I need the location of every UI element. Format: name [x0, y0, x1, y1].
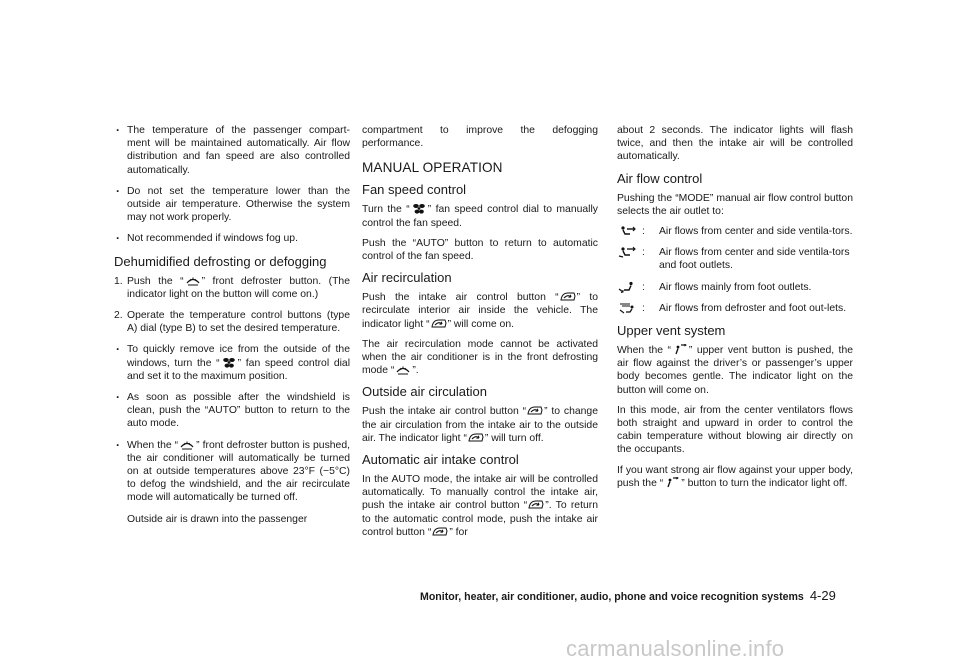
upper-vent-paragraph-3-text-a: If you want strong air flow against your upper body, push the “ — [617, 464, 853, 489]
foot-mode-icon — [617, 281, 637, 293]
flow-item-defrost-foot-text: Air flows from defroster and foot out-lets. — [659, 302, 847, 314]
recirculation-paragraph-1-text-b: ” to recirculate interior air inside the vehicle. The indicator light “ — [362, 292, 598, 330]
heading-automatic-air-intake-control: Automatic air intake control — [362, 452, 519, 468]
auto-intake-paragraph-text-a: In the AUTO mode, the intake air will be controlled automatically. To manually control the intake air, push the intake air control button “ — [362, 474, 598, 512]
outside-air-paragraph-text-b: ” to change the air circulation from the intake air to the outside air. The indicator light “ — [362, 406, 598, 444]
bullet-defroster-auto-text-a: When the “ — [127, 439, 179, 451]
step-1-text-a: Push the “ — [127, 275, 184, 287]
auto-intake-paragraph-text-b: ”. To return to the automatic control mode, push the intake air control button “ — [362, 500, 598, 538]
air-recirculation-icon — [431, 318, 447, 329]
step-2-number: 2. — [114, 310, 123, 322]
front-defroster-icon — [395, 364, 411, 375]
auto-intake-paragraph-text-c: ” for — [449, 526, 468, 538]
auto-intake-paragraph — [362, 473, 598, 539]
column-left — [114, 124, 350, 533]
bullet-defroster-auto — [114, 439, 350, 505]
outside-air-paragraph-text-a: Push the intake air control button “ — [362, 406, 527, 418]
upper-vent-paragraph-2: In this mode, air from the center ventilators flows both straight and upward in order to control the cabin temperature without blowing air directly on the occupants. — [617, 404, 853, 456]
heading-manual-operation: MANUAL OPERATION — [362, 160, 503, 176]
continued-paragraph: about 2 seconds. The indicator lights will flash twice, and then the intake air will be controlled automatically. — [617, 125, 853, 163]
continued-paragraph: compartment to improve the defogging performance. — [362, 125, 598, 150]
step-1 — [114, 275, 350, 301]
fan-paragraph-1-text-a: Turn the “ — [362, 204, 410, 216]
flow-item-foot — [617, 281, 853, 294]
heading-outside-air-circulation: Outside air circulation — [362, 384, 487, 400]
flow-item-bilevel — [617, 246, 853, 272]
bi-level-mode-icon — [617, 246, 637, 258]
page-number: 4-29 — [809, 588, 836, 603]
recirculation-paragraph-2 — [362, 338, 598, 378]
column-middle — [362, 124, 598, 546]
step-1-number: 1. — [114, 275, 123, 287]
heading-air-flow-control: Air flow control — [617, 170, 703, 186]
fan-icon — [221, 357, 237, 368]
recirculation-paragraph-1-text-c: ” will come on. — [447, 318, 514, 330]
flow-item-vent — [617, 225, 853, 238]
air-recirculation-icon — [527, 405, 543, 416]
bullet-remove-ice-text-b: ” fan speed control dial and set it to the maximum position. — [127, 357, 350, 382]
step-2 — [114, 309, 350, 335]
continued-text: Outside air is drawn into the passenger — [127, 513, 308, 525]
air-recirculation-icon — [560, 291, 576, 302]
flow-item-vent-text: Air flows from center and side ventila-tors. — [659, 226, 853, 238]
footer-title: Monitor, heater, air conditioner, audio, phone and voice recognition systems — [420, 591, 804, 603]
heading-upper-vent-system: Upper vent system — [617, 323, 726, 339]
vent-mode-icon — [617, 225, 637, 237]
recirculation-paragraph-2-text-b: ”. — [412, 365, 419, 377]
flow-item-defrost-foot — [617, 302, 853, 315]
upper-vent-icon — [672, 344, 688, 355]
outside-air-paragraph-text-c: ” will turn off. — [484, 432, 544, 444]
step-2-text: Operate the temperature control buttons (type A) dial (type B) to set the desired temperature. — [127, 310, 350, 335]
flow-item-colon: : — [642, 302, 645, 314]
bullet-remove-ice — [114, 343, 350, 383]
upper-vent-paragraph-1 — [617, 344, 853, 397]
bullet-passenger-temperature: . The temperature of the passenger compart-ment will be maintained automatically. Air flow distribution and fan speed are also controlled automatically. — [114, 124, 350, 177]
upper-vent-paragraph-1-text-b: ” upper vent button is pushed, the air flow against the driver’s or passenger’s upper body becomes gentle. The indicator light on the button will come on. — [617, 345, 854, 396]
heading-fan-speed-control: Fan speed control — [362, 182, 467, 198]
recirculation-paragraph-1-text-a: Push the intake air control button “ — [362, 292, 559, 304]
flow-item-bilevel-text: Air flows from center and side ventila-tors and foot outlets. — [659, 247, 850, 272]
upper-vent-paragraph-3 — [617, 464, 853, 490]
bullet-fog-warning: . Not recommended if windows fog up. — [114, 232, 350, 245]
air-recirculation-icon — [432, 526, 448, 537]
column-right — [617, 124, 853, 497]
air-recirculation-icon — [528, 499, 544, 510]
flow-item-colon: : — [642, 281, 645, 293]
bullet-temperature-warning: . Do not set the temperature lower than the outside air temperature. Otherwise the system may not work properly. — [114, 185, 350, 225]
recirculation-paragraph-1 — [362, 291, 598, 331]
recirculation-paragraph-2-text-a: The air recirculation mode cannot be activated when the air conditioner is in the front defrosting mode “ — [362, 338, 598, 377]
flow-item-foot-text: Air flows mainly from foot outlets. — [659, 281, 812, 293]
upper-vent-paragraph-3-text-b: ” button to turn the indicator light off. — [681, 477, 848, 489]
outside-air-paragraph — [362, 405, 598, 445]
bullet-remove-ice-text-a: To quickly remove ice from the outside of the windows, turn the “ — [127, 344, 350, 369]
fan-paragraph-1 — [362, 203, 598, 229]
air-flow-paragraph: Pushing the “MODE” manual air flow control button selects the air outlet to: — [617, 192, 853, 217]
heading-dehumidified-defrosting: Dehumidified defrosting or defogging — [114, 253, 327, 269]
upper-vent-icon — [664, 477, 680, 488]
step-1-text-b: ” front defroster button. (The indicator light on the button will come on.) — [127, 275, 350, 300]
air-recirculation-icon — [468, 432, 484, 443]
flow-item-colon: : — [642, 247, 645, 259]
fan-icon — [411, 203, 427, 214]
front-defroster-icon — [185, 275, 201, 286]
fan-paragraph-1-text-b: ” fan speed control dial to manually control the fan speed. — [362, 204, 598, 229]
heading-air-recirculation: Air recirculation — [362, 270, 452, 286]
page-footer — [420, 588, 860, 603]
bullet-defroster-auto-text-b: ” front defroster button is pushed, the air conditioner will automatically be turned on at outside temperatures above 23°F (−5°C) to defog the windshield, and the air recirculate mode will automatically be turned off. — [127, 439, 350, 504]
defrost-foot-mode-icon — [617, 302, 637, 314]
bullet-auto-mode: . As soon as possible after the windshield is clean, push the “AUTO” button to return to the auto mode. — [114, 391, 350, 431]
upper-vent-paragraph-1-text-a: When the “ — [617, 345, 671, 357]
fan-paragraph-2: Push the “AUTO” button to return to automatic control of the fan speed. — [362, 237, 598, 263]
watermark: carmanualsonline.info — [566, 636, 785, 661]
front-defroster-icon — [179, 439, 195, 450]
flow-item-colon: : — [642, 226, 645, 238]
